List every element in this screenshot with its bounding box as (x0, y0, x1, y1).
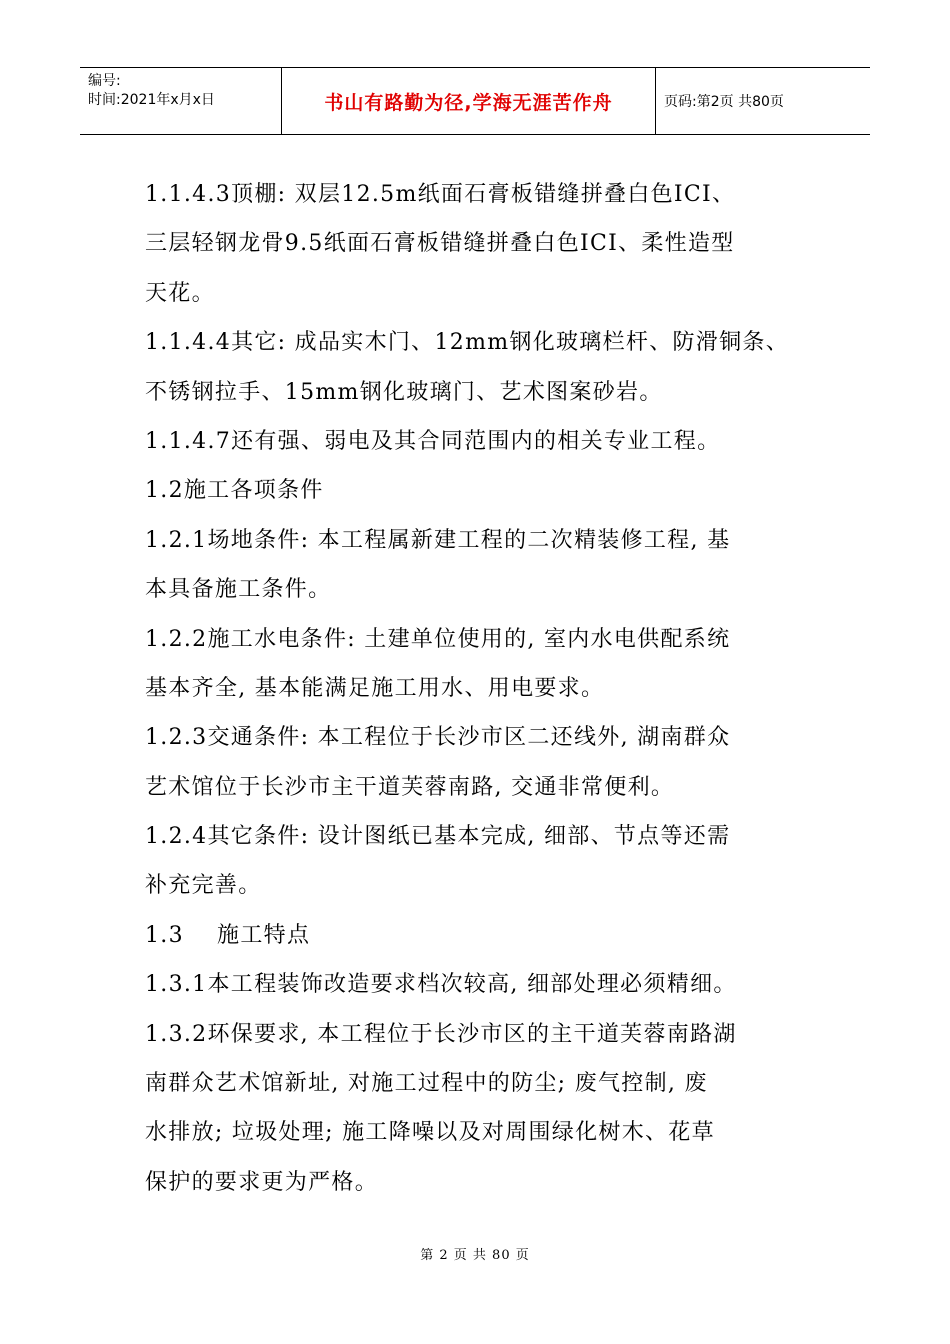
page-header (80, 67, 870, 135)
body-line: 保护的要求更为严格。 (145, 1169, 379, 1195)
document-body (145, 170, 815, 1207)
body-line: 1.3.2环保要求, 本工程位于长沙市区的主干道芙蓉南路湖 (145, 1021, 737, 1047)
body-line: 1.2.4其它条件: 设计图纸已基本完成, 细部、节点等还需 (145, 824, 731, 850)
body-line: 天花。 (145, 280, 215, 306)
body-line: 1.3.1本工程装饰改造要求档次较高, 细部处理必须精细。 (145, 972, 737, 998)
document-number-label: 编号: (88, 73, 121, 89)
body-line: 基本齐全, 基本能满足施工用水、用电要求。 (145, 675, 605, 701)
body-line: 不锈钢拉手、15mm钢化玻璃门、艺术图案砂岩。 (145, 379, 663, 405)
body-line: 艺术馆位于长沙市主干道芙蓉南路, 交通非常便利。 (145, 774, 675, 800)
header-motto: 书山有路勤为径,学海无涯苦作舟 (282, 68, 656, 134)
body-line: 南群众艺术馆新址, 对施工过程中的防尘; 废气控制, 废 (145, 1071, 708, 1097)
header-meta-cell (80, 68, 282, 134)
body-line: 1.1.4.7还有强、弱电及其合同范围内的相关专业工程。 (145, 428, 721, 454)
body-line: 1.1.4.4其它: 成品实木门、12mm钢化玻璃栏杆、防滑铜条、 (145, 330, 789, 356)
body-line: 水排放; 垃圾处理; 施工降噪以及对周围绿化树木、花草 (145, 1120, 715, 1146)
body-line: 1.1.4.3顶棚: 双层12.5m纸面石膏板错缝拼叠白色ICI、 (145, 182, 736, 207)
document-time-label: 时间:2021年x月x日 (88, 92, 215, 108)
body-line: 1.2.1场地条件: 本工程属新建工程的二次精装修工程, 基 (145, 527, 731, 553)
section-heading: 1.3 施工特点 (145, 922, 311, 948)
body-line: 补充完善。 (145, 873, 262, 899)
body-line: 1.2.2施工水电条件: 土建单位使用的, 室内水电供配系统 (145, 626, 731, 652)
header-page-info: 页码:第2页 共80页 (664, 94, 784, 110)
page-footer: 第 2 页 共 80 页 (420, 1248, 530, 1263)
body-line: 本具备施工条件。 (145, 577, 332, 603)
section-heading: 1.2施工各项条件 (145, 478, 324, 504)
body-line: 1.2.3交通条件: 本工程位于长沙市区二还线外, 湖南群众 (145, 725, 731, 751)
body-line: 三层轻钢龙骨9.5纸面石膏板错缝拼叠白色ICI、柔性造型 (145, 231, 735, 257)
